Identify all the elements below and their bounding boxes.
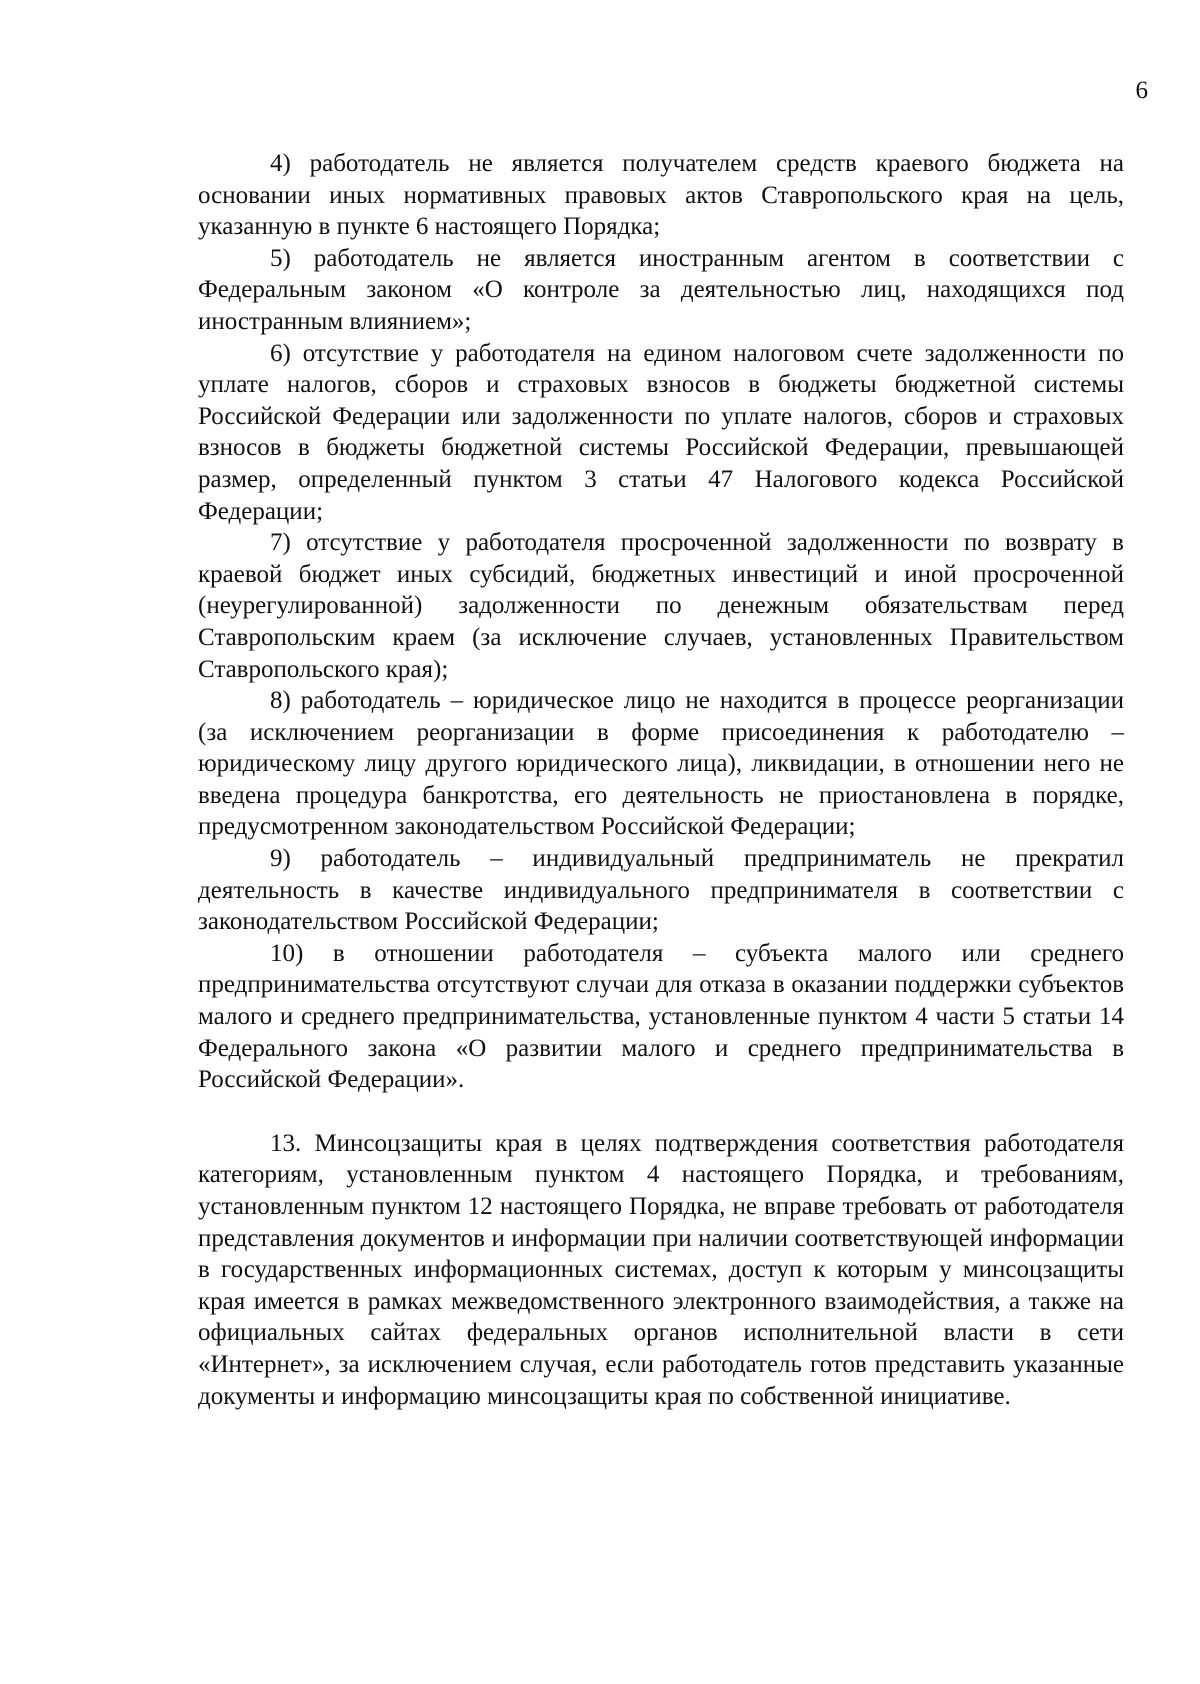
paragraph-item-5: 5) работодатель не является иностранным агентом в соответствии с Федеральным законом «О контроле за деятельностью лиц, находящихся под иностранным влиянием»; [198, 244, 1124, 335]
paragraph-section-13: 13. Минсоцзащиты края в целях подтверждения соответствия работодателя категориям, установленным пунктом 4 настоящего Порядка, и требованиям, установленным пунктом 12 настоящего Порядка, не вправе требовать от работодателя представления документов и информации при наличии соответствующей информации в государственных информационных системах, доступ к которым у минсоцзащиты края имеется в рамках межведомственного электронного взаимодействия, а также на официальных сайтах федеральных органов исполнительной власти в сети «Интернет», за исключением случая, если работодатель готов представить указанные документы и информацию минсоцзащиты края по собственной инициативе. [198, 1129, 1124, 1410]
page-number: 6 [1135, 77, 1148, 104]
paragraph-item-10: 10) в отношении работодателя – субъекта малого или среднего предпринимательства отсутствуют случаи для отказа в оказании поддержки субъектов малого и среднего предпринимательства, установленные пунктом 4 части 5 статьи 14 Федерального закона «О развитии малого и среднего предпринимательства в Российской Федерации». [198, 939, 1124, 1094]
paragraph-item-6: 6) отсутствие у работодателя на едином налоговом счете задолженности по уплате налогов, сборов и страховых взносов в бюджеты бюджетной системы Российской Федерации или задолженности по уплате налогов, сборов и страховых взносов в бюджеты бюджетной системы Российской Федерации, превышающей размер, определенный пунктом 3 статьи 47 Налогового кодекса Российской Федерации; [198, 339, 1124, 525]
paragraph-item-8: 8) работодатель – юридическое лицо не находится в процессе реорганизации (за исключением реорганизации в форме присоединения к работодателю – юридическому лицу другого юридического лица), ликвидации, в отношении него не введена процедура банкротства, его деятельность не приостановлена в порядке, предусмотренном законодательством Российской Федерации; [198, 687, 1124, 841]
paragraph-item-4: 4) работодатель не является получателем средств краевого бюджета на основании иных нормативных правовых актов Ставропольского края на цель, указанную в пункте 6 настоящего Порядка; [198, 150, 1124, 241]
paragraph-item-7: 7) отсутствие у работодателя просроченной задолженности по возврату в краевой бюджет иных субсидий, бюджетных инвестиций и иной просроченной (неурегулированной) задолженности по денежным обязательствам перед Ставропольским краем (за исключение случаев, установленных Правительством Ставропольского края); [198, 529, 1124, 683]
document-body [198, 148, 1124, 1412]
paragraph-item-9: 9) работодатель – индивидуальный предприниматель не прекратил деятельность в качестве индивидуального предпринимателя в соответствии с законодательством Российской Федерации; [198, 845, 1124, 936]
